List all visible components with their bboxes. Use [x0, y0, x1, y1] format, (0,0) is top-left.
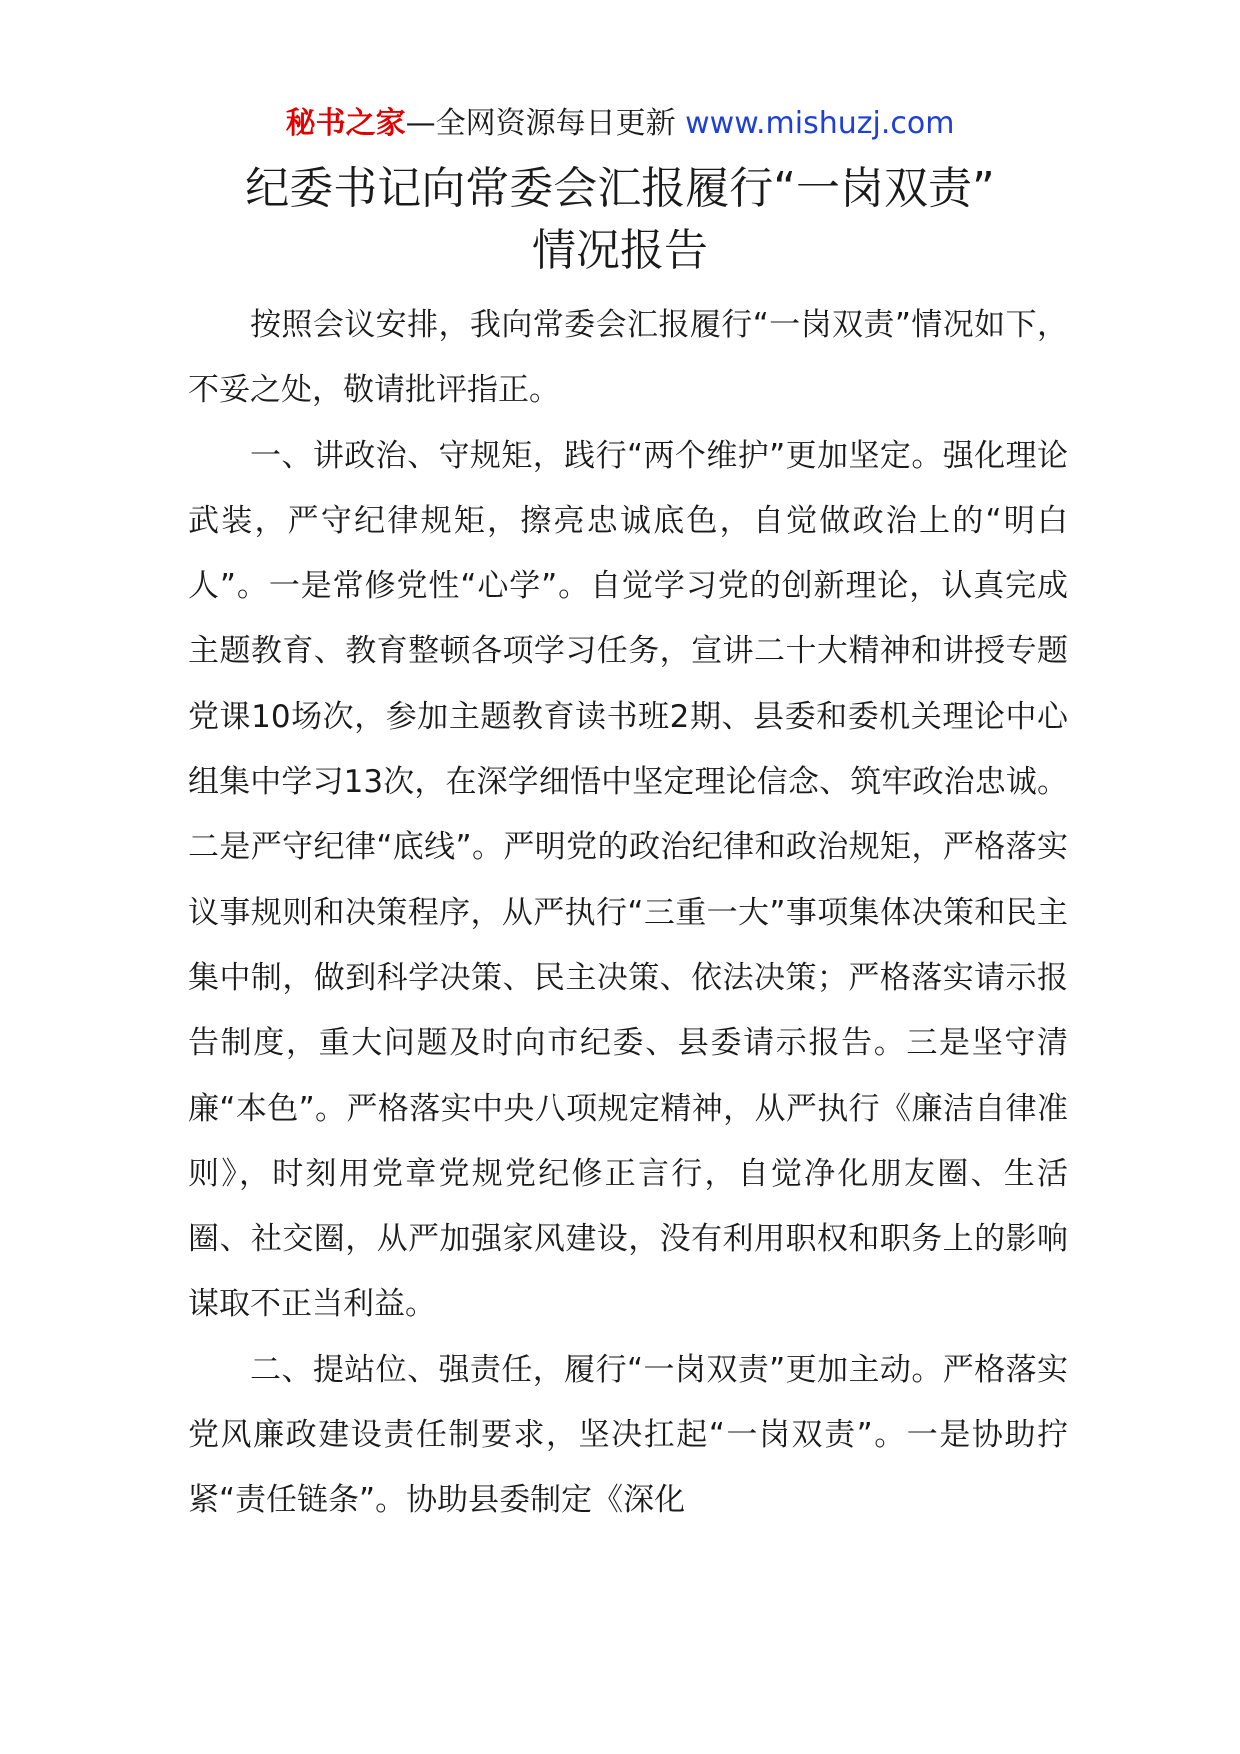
- site-url-link[interactable]: www.mishuzj.com: [685, 106, 955, 141]
- document-title-line-2: 情况报告: [532, 225, 708, 276]
- paragraph-section-1: 一、讲政治、守规矩，践行“两个维护”更加坚定。强化理论武装，严守纪律规矩，擦亮忠诚底色，自觉做政治上的“明白人”。一是常修党性“心学”。自觉学习党的创新理论，认真完成主题教育、教育整顿各项学习任务，宣讲二十大精神和讲授专题党课10场次，参加主题教育读书班2期、县委和委机关理论中心组集中学习13次，在深学细悟中坚定理论信念、筑牢政治忠诚。二是严守纪律“底线”。严明党的政治纪律和政治规矩，严格落实议事规则和决策程序，从严执行“三重一大”事项集体决策和民主集中制，做到科学决策、民主决策、依法决策；严格落实请示报告制度，重大问题及时向市纪委、县委请示报告。三是坚守清廉“本色”。严格落实中央八项规定精神，从严执行《廉洁自律准则》，时刻用党章党规党纪修正言行，自觉净化朋友圈、生活圈、社交圈，从严加强家风建设，没有利用职权和职务上的影响谋取不正当利益。: [188, 437, 1068, 1323]
- paragraph-intro: 按照会议安排，我向常委会汇报履行“一岗双责”情况如下，不妥之处，敬请批评指正。: [188, 307, 1068, 409]
- document-title: [150, 158, 1090, 282]
- header-tagline: —全网资源每日更新: [405, 106, 686, 141]
- document-body: [188, 293, 1068, 1534]
- site-header: [0, 104, 1240, 144]
- document-title-line-1: 纪委书记向常委会汇报履行“一岗双责”: [245, 163, 995, 214]
- brand-name: 秘书之家: [285, 106, 406, 141]
- paragraph-section-2: 二、提站位、强责任，履行“一岗双责”更加主动。严格落实党风廉政建设责任制要求，坚决扛起“一岗双责”。一是协助拧紧“责任链条”。协助县委制定《深化: [188, 1351, 1068, 1519]
